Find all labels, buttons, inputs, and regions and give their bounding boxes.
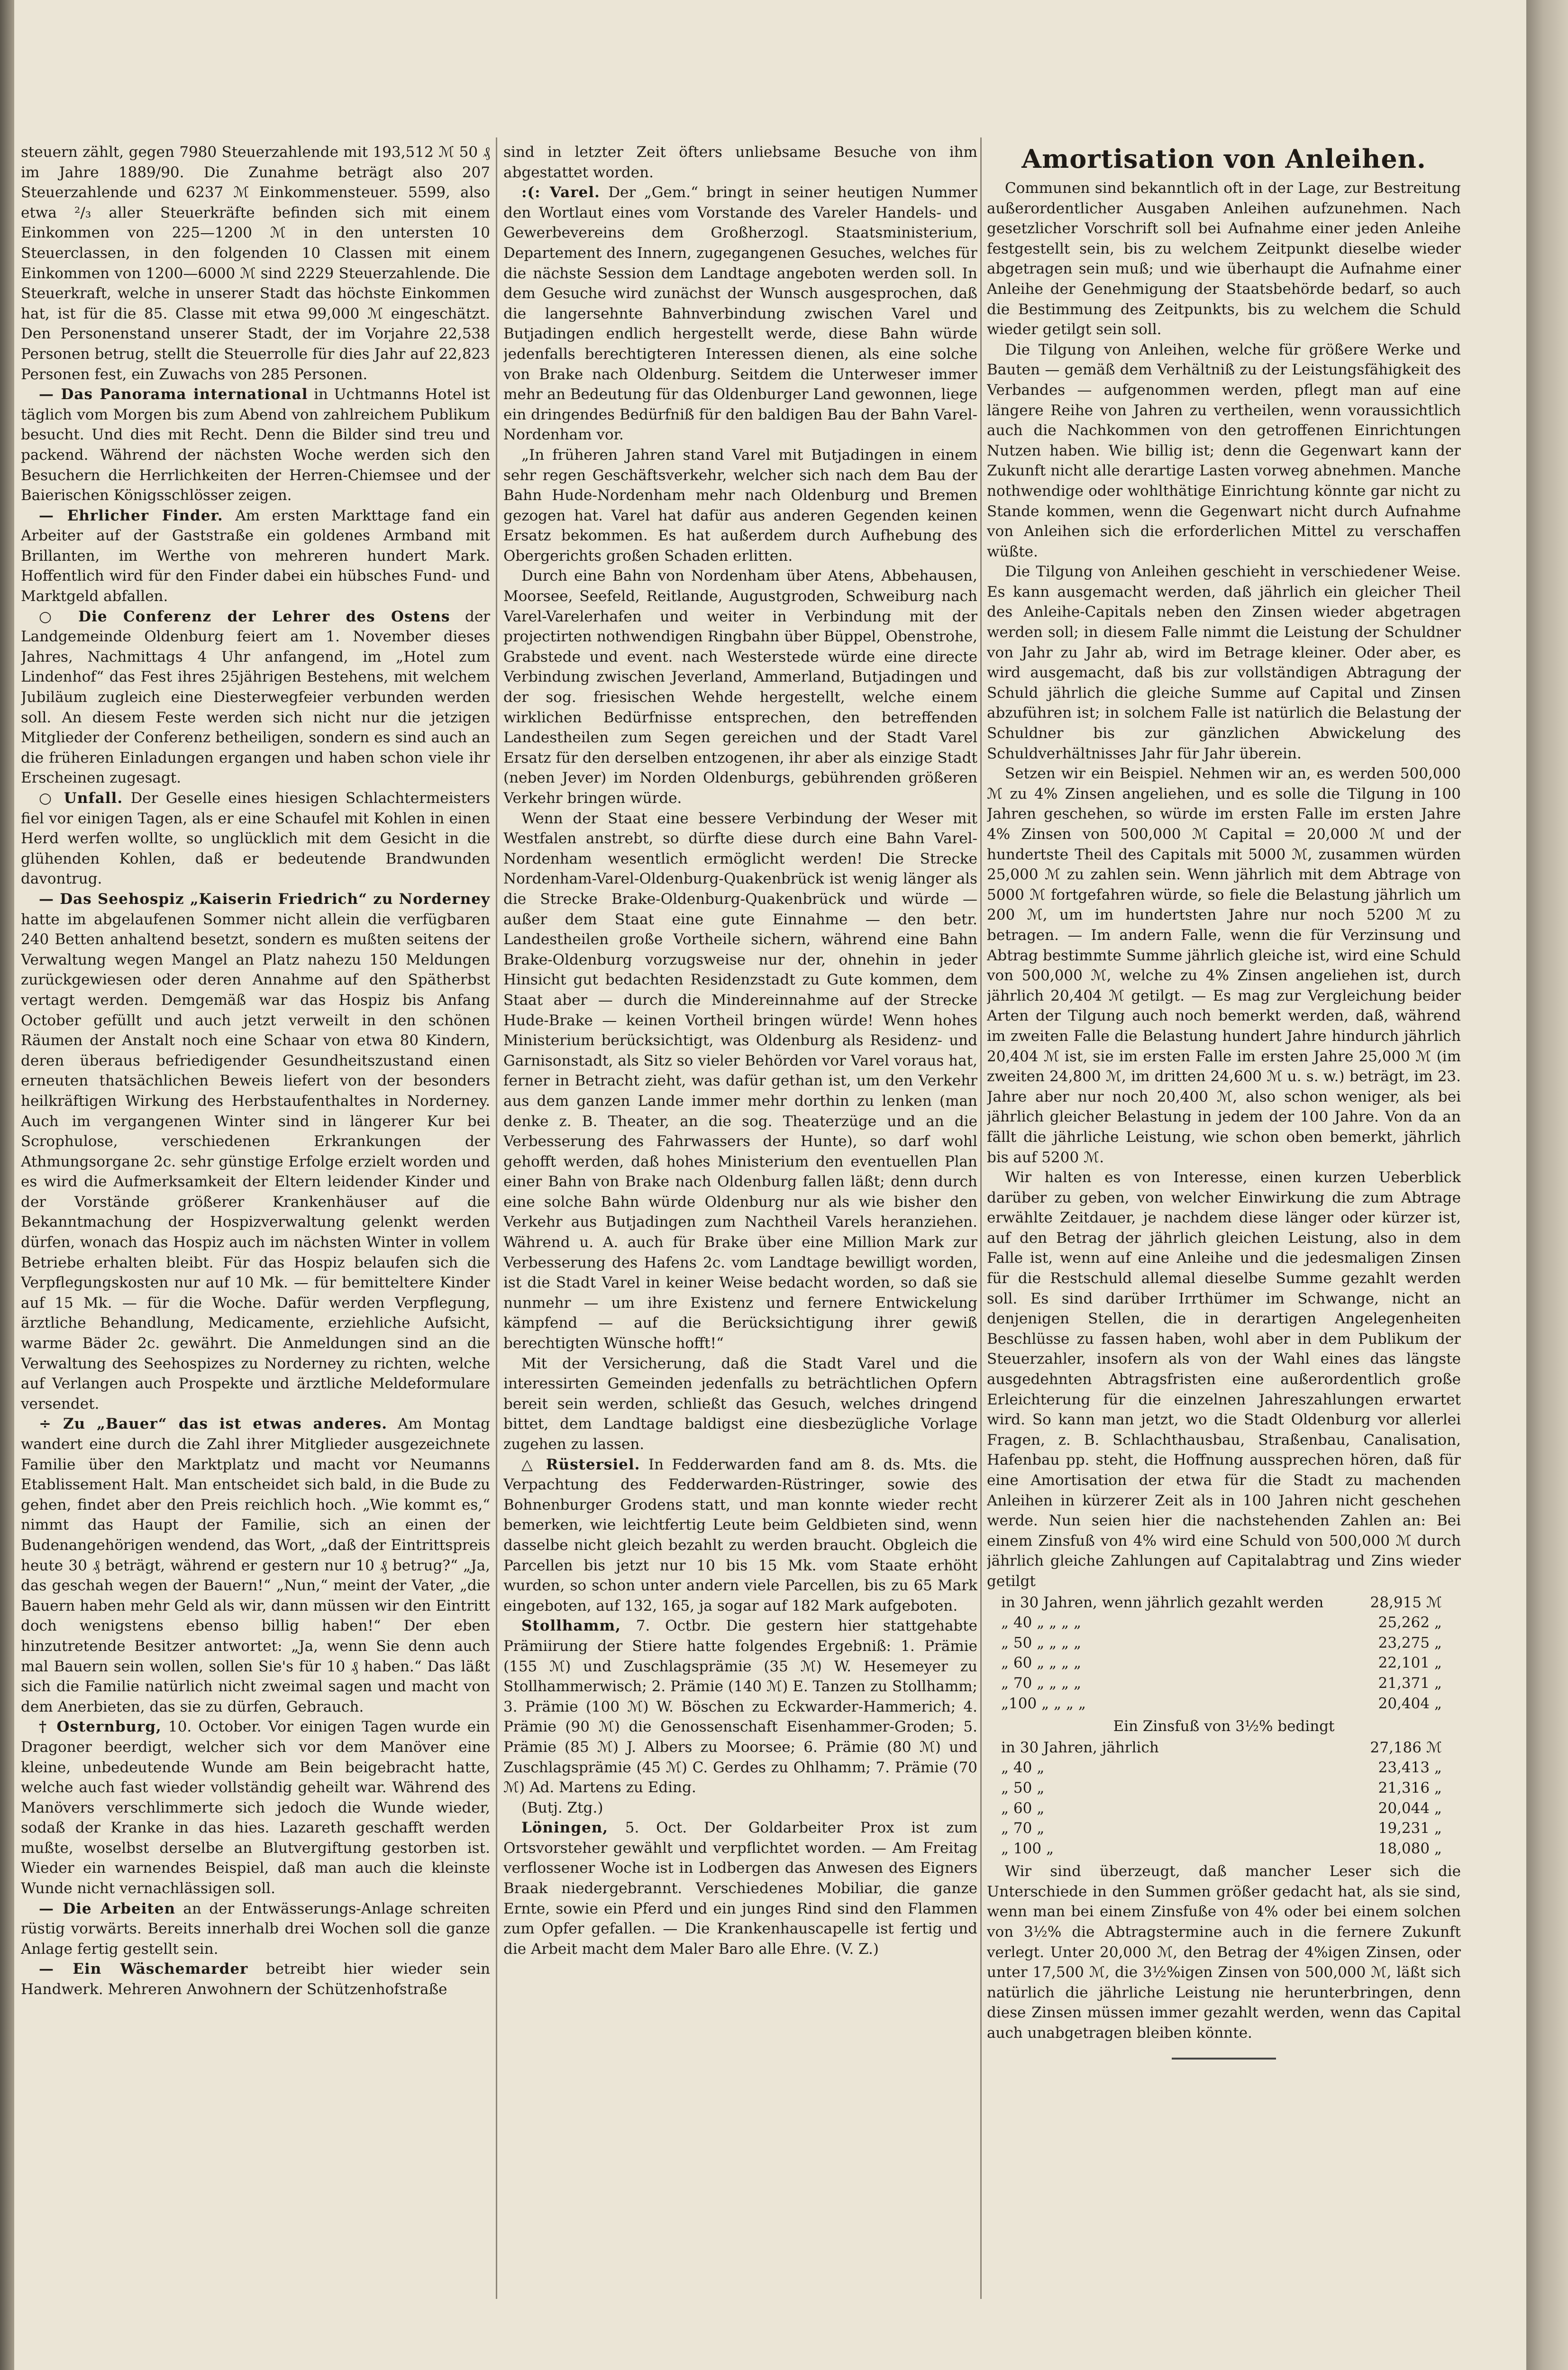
table-row-value: 23,413 „ [1378,1759,1442,1777]
news-item [21,1959,490,1999]
table-row-value: 20,044 „ [1378,1799,1442,1817]
news-item-body: Mit der Versicherung, daß die Stadt Varel und die interessirten Gemeinden jedenfalls zu beträchtlichen Opfern bereit sein werden, schließt das Gesuch, welches dringend bittet, dem Landtage baldigst eine diesbezügliche Vorlage zugehen zu lassen. [503,1355,977,1453]
table-row-label: „ 40 „ „ „ „ [1001,1614,1082,1632]
column-divider [496,137,497,2299]
table-row-value: 25,262 „ [1378,1614,1442,1632]
news-item-body: Wenn der Staat eine bessere Verbindung der Weser mit Westfalen anstrebt, so dürfte diese durch eine Bahn Varel-Nordenham wesentlich ermöglicht werden! Die Strecke Nordenham-Varel-Oldenburg-Quakenbrück ist wenig länger als die Strecke Brake-Oldenburg-Quakenbrück und würde — außer dem Staat eine gute Einnahme — den betr. Landestheilen große Vortheile sichern, während eine Bahn Brake-Oldenburg vorzugsweise nur der, ohnehin in jeder Hinsicht gut bedachten Residenzstadt zu Gute kommen, dem Staat aber — durch die Mindereinnahme auf der Strecke Hude-Brake — keinen Vortheil bringen würde! Wenn hohes Ministerium berücksichtigt, was Oldenburg als Residenz- und Garnisonstadt, als Sitz so vieler Behörden vor Varel voraus hat, ferner in Betracht zieht, was dafür gethan ist, um den Verkehr aus dem ganzen Lande immer mehr dorthin zu lenken (man denke z. B. Theater, an die sog. Theaterzüge und an die Verbesserung des Fahrwassers der Hunte), so darf wohl gehofft werden, daß hohes Ministerium den eventuellen Plan einer Bahn von Brake nach Oldenburg fallen läßt; denn durch eine solche Bahn würde Oldenburg nur als wie bisher den Verkehr aus Butjadingen zum Nachtheil Varels heranziehen. Während u. A. auch für Brake über eine Million Mark zur Verbesserung des Hafens 2c. vom Landtage bewilligt worden, ist die Stadt Varel in keiner Weise bedacht worden, so daß sie nunmehr — um ihre Existenz und fernere Entwickelung kämpfend — auf die Berücksichtigung ihrer gewiß berechtigten Wünsche hofft!“ [503,810,977,1352]
article-paragraph: Wir halten es von Interesse, einen kurzen Ueberblick darüber zu geben, von welcher Einwirkung die zum Abtrage erwählte Zeitdauer, je nachdem diese länger oder kürzer ist, auf den Betrag der jährlich gleichen Leistung, also in dem Falle ist, wenn auf eine Anleihe und die jedesmaligen Zinsen für die Restschuld allemal dieselbe Summe gezahlt werden soll. Es sind darüber Irrthümer im Schwange, nicht an denjenigen Stellen, die in derartigen Angelegenheiten Beschlüsse zu fassen haben, wohl aber in dem Publikum der Steuerzahler, insofern als von der Wahl eines das längste ausgedehnten Abtragsfristen eine außerordentlich große Erleichterung für die einzelnen Jahreszahlungen erwartet wird. So kann man jetzt, wo die Stadt Oldenburg vor allerlei Fragen, z. B. Schlachthausbau, Straßenbau, Canalisation, Hafenbau pp. steht, die Hoffnung aussprechen hören, daß für eine Amortisation der etwa für die Stadt zu machenden Anleihen in kürzerer Zeit als in 100 Jahren nicht geschehen werde. Nun seien hier die nachstehenden Zahlen an: Bei einem Zinsfuß von 4% wird eine Schuld von 500,000 ℳ durch jährlich gleiche Zahlungen auf Capitalabtrag und Zins wieder getilgt [987,1169,1461,1590]
news-item-body: Durch eine Bahn von Nordenham über Atens, Abbehausen, Moorsee, Seefeld, Reitlande, Augustgroden, Schweiburg nach Varel-Varelerhafen und weiter in Verbindung mit der projectirten nothwendigen Ringbahn über Büppel, Obenstrohe, Grabstede und event. nach Westerstede würde eine directe Verbindung zwischen Jeverland, Ammerland, Butjadingen und der sog. friesischen Wehde hergestellt, welche einem wirklichen Bedürfnisse entsprechen, den betreffenden Landestheilen zum Segen gereichen und der Stadt Varel Ersatz für den derselben entzogenen, ihr aber als einzige Stadt (neben Jever) im Norden Oldenburgs, gebührenden größeren Verkehr bringen würde. [503,567,977,807]
interest-table-4-percent [987,1593,1461,1714]
column-2 [503,142,977,1959]
news-item-body: 5. Oct. Der Goldarbeiter Prox ist zum Ortsvorsteher gewählt und verpflichtet worden. — Am Freitag verflossener Woche ist in Lodbergen das Anwesen des Eigners Braak niedergebrannt. Verschiedenes Mobiliar, die ganze Ernte, sowie ein Pferd und ein junges Rind sind den Flammen zum Opfer gefallen. — Die Krankenhauscapelle ist fertig und die Arbeit macht dem Maler Baro alle Ehre. (V. Z.) [503,1819,977,1958]
news-item [503,809,977,1354]
news-item [21,384,490,506]
news-item-body: „In früheren Jahren stand Varel mit Butjadingen in einem sehr regen Geschäftsverkehr, welcher sich nach dem Bau der Bahn Hude-Nordenham mehr nach Oldenburg und Bremen gezogen hat. Varel hat dafür aus anderen Gegenden keinen Ersatz bekommen. Es hat außerdem durch Aufhebung des Obergerichts großen Schaden erlitten. [503,446,977,565]
table-row-value: 21,316 „ [1378,1779,1442,1796]
news-item [21,889,490,1414]
table-row-label: „ 50 „ [1001,1779,1045,1796]
news-item-headline: :(: Varel. [521,184,600,201]
article-paragraph: Die Tilgung von Anleihen geschieht in verschiedener Weise. Es kann ausgemacht werden, daß jährlich ein gleicher Theil des Anleihe-Capitals neben den Zinsen wieder abgetragen werden soll; in diesem Falle nimmt die Leistung der Schuldner von Jahr zu Jahr ab, wird im Betrage kleiner. Oder aber, es wird ausgemacht, daß bis zur vollständigen Abtragung der Schuld jährlich die gleiche Summe auf Capital und Zinsen abzuführen ist; in solchem Falle ist natürlich die Belastung der Schuldner bis zur gänzlichen Abwickelung des Schuldverhältnisses Jahr für Jahr überein. [987,563,1461,762]
news-item-headline: ○ Die Conferenz der Lehrer des Ostens [39,608,450,625]
news-item-body: Der „Gem.“ bringt in seiner heutigen Nummer den Wortlaut eines vom Vorstande des Vareler Handels- und Gewerbevereins dem Großherzogl. Staatsministerium, Departement des Innern, zugegangenen Gesuches, welches für die nächste Session dem Landtage angeboten werden soll. In dem Gesuche wird zunächst der Wunsch ausgesprochen, daß die langersehnte Bahnverbindung zwischen Varel und Butjadingen endlich hergestellt werde, diese Bahn würde jedenfalls berechtigteren Interessen dienen, als eine solche von Brake nach Oldenburg. Seitdem die Unterweser immer mehr an Bedeutung für das Oldenburger Land gewonnen, liege ein dringendes Bedürfniß für den baldigen Bau der Bahn Varel-Nordenham vor. [503,184,977,444]
table-row [987,1798,1461,1819]
column-2-intro: sind in letzter Zeit öfters unliebsame Besuche von ihm abgestattet worden. [503,144,977,181]
news-item [503,1616,977,1797]
news-item-headline: — Ein Wäschemarder [39,1960,248,1978]
column-1-intro: steuern zählt, gegen 7980 Steuerzahlende mit 193,512 ℳ 50 ₰ im Jahre 1889/90. Die Zunahme beträgt also 207 Steuerzahlende und 6237 ℳ Einkommensteuer. 5599, also etwa ²/₃ aller Steuerkräfte befinden sich mit einem Einkommen von 225—1200 ℳ in den untersten 10 Steuerclassen, in den folgenden 10 Classen mit einem Einkommen von 1200—6000 ℳ sind 2229 Steuerzahlende. Die Steuerkraft, welche in unserer Stadt das höchste Einkommen hat, ist für die 85. Classe mit etwa 99,000 ℳ eingeschätzt. Den Personenstand unserer Stadt, der im Vorjahre 22,538 Personen betrug, stellt die Steuerrolle für dies Jahr auf 22,823 Personen fest, ein Zuwachs von 285 Personen. [21,144,490,383]
table-row-value: 19,231 „ [1378,1820,1442,1837]
interest-table-3-5-percent [987,1738,1461,1859]
news-item-headline: △ Rüstersiel. [521,1456,640,1473]
table-row-value: 18,080 „ [1378,1840,1442,1857]
column-2-articles [503,182,977,1959]
table-row [987,1613,1461,1633]
news-item-body: (Butj. Ztg.) [521,1799,603,1816]
table-row-value: 22,101 „ [1378,1654,1442,1672]
news-item-body: an der Entwässerungs-Anlage schreiten rüstig vorwärts. Bereits innerhalb drei Wochen soll die ganze Anlage fertig gestellt sein. [21,1900,490,1958]
binding-gutter [0,0,14,2370]
news-item-headline: — Ehrlicher Finder. [39,507,223,524]
article-title: Amortisation von Anleihen. [1021,144,1426,174]
news-item [503,1818,977,1959]
closing-paragraph: Wir sind überzeugt, daß mancher Leser sich die Unterschiede in den Summen größer gedacht hat, als sie sind, wenn man bei einem Zinsfuße von 4% oder bei einem solchen von 3½% die Abtragstermine auch in die fernere Zukunft verlegt. Unter 20,000 ℳ, den Betrag der 4%igen Zinsen, oder unter 17,500 ℳ, die 3½%igen Zinsen von 500,000 ℳ, läßt sich natürlich die jährliche Leistung nie herunterbringen, denn diese Zinsen müssen immer gezahlt werden, wenn das Capital auch unabgetragen bleiben könnte. [987,1863,1461,2042]
table-row [987,1778,1461,1798]
table-row [987,1633,1461,1653]
news-item-body: Am ersten Markttage fand ein Arbeiter auf der Gaststraße ein goldenes Armband mit Brillanten, im Werthe von mehreren hundert Mark. Hoffentlich wird für den Finder dabei ein hübsches Fund- und Marktgeld abfallen. [21,507,490,605]
column-3 [987,142,1461,2060]
news-item [21,1414,490,1717]
table-row-value: 27,186 ℳ [1370,1739,1442,1756]
news-item-body: Am Montag wandert eine durch die Zahl ihrer Mitglieder ausgezeichnete Familie über den Marktplatz und macht vor Neumanns Etablissement Halt. Man entscheidet sich bald, in die Bude zu gehen, findet aber den Preis reichlich hoch. „Wie kommt es,“ nimmt das Haupt der Familie, sich an einen der Budenangehörigen wendend, das Wort, „daß der Eintrittspreis heute 30 ₰ beträgt, während er gestern nur 10 ₰ betrug?“ „Ja, das geschah wegen der Bauern!“ „Nun,“ meint der Vater, „die Bauern haben mehr Geld als wir, dann müssen wir den Eintritt doch wenigstens ebenso billig haben!“ Der eben hinzutretende Besitzer antwortet: „Ja, wenn Sie denn auch mal Bauern sein wollen, sollen Sie's für 10 ₰ haben.“ Das läßt sich die Familie natürlich nicht zweimal sagen und macht von dem Anerbieten, das sie zu dürfen, Gebrauch. [21,1415,490,1715]
table-row [987,1738,1461,1758]
news-item [21,788,490,889]
table-row-label: „ 60 „ „ „ „ [1001,1654,1082,1672]
end-rule [1172,2058,1276,2060]
table-row [987,1653,1461,1673]
news-item-headline: † Osternburg, [39,1718,162,1736]
news-item-headline: Löningen, [521,1819,609,1837]
news-item [21,1899,490,1960]
news-item-body: 7. Octbr. Die gestern hier stattgehabte Prämiirung der Stiere hatte folgendes Ergebniß: 1. Prämie (155 ℳ) und Zuschlagsprämie (35 ℳ) W. Hesemeyer zu Stollhammerwisch; 2. Prämie (140 ℳ) E. Tanzen zu Stollhamm; 3. Prämie (100 ℳ) W. Böschen zu Eckwarder-Hammerich; 4. Prämie (90 ℳ) die Genossenschaft Eisenhammer-Groden; 5. Prämie (85 ℳ) J. Albers zu Moorsee; 6. Prämie (80 ℳ) und Zuschlagsprämie (45 ℳ) C. Gerdes zu Ohlhamm; 7. Prämie (70 ℳ) Ad. Martens zu Eding. [503,1617,977,1796]
news-item-body: hatte im abgelaufenen Sommer nicht allein die verfügbaren 240 Betten anhaltend besetzt, sondern es mußten seitens der Verwaltung wegen Mangel an Platz nahezu 150 Meldungen zurückgewiesen oder deren Annahme auf den Spätherbst vertagt werden. Demgemäß war das Hospiz bis Anfang October gefüllt und auch jetzt verweilt in den schönen Räumen der Anstalt noch eine Schaar von etwa 80 Kindern, deren überaus befriedigender Gesundheitszustand einen erneuten thatsächlichen Beweis liefert von der besonders heilkräftigen Wirkung des Herbstaufenthaltes in Norderney. Auch im vergangenen Winter sind in längerer Kur bei Scrophulose, verschiedenen Erkrankungen der Athmungsorgane 2c. sehr günstige Erfolge erzielt worden und es wird die Aufmerksamkeit der Eltern leidender Kinder und der Vorstände größerer Krankenhäuser auf die Bekanntmachung der Hospizverwaltung gelenkt werden dürfen, wonach das Hospiz auch im nächsten Winter in vollem Betriebe erhalten bleibt. Für das Hospiz belaufen sich die Verpflegungskosten nur auf 10 Mk. — für bemitteltere Kinder auf 15 Mk. — für die Woche. Dafür werden Verpflegung, ärztliche Behandlung, Medicamente, erziehliche Aufsicht, warme Bäder 2c. gewährt. Die Anmeldungen sind an die Verwaltung des Seehospizes zu Norderney zu richten, welche auf Verlangen auch Prospekte und ärztliche Meldeformulare versendet. [21,911,490,1413]
news-item [503,1455,977,1616]
news-item [503,1798,977,1818]
news-item [503,566,977,808]
news-item-body: In Fedderwarden fand am 8. ds. Mts. die Verpachtung des Fedderwarden-Rüstringer, sowie des Bohnenburger Grodens statt, und man konnte wieder recht bemerken, wie leichtfertig Leute beim Geldbieten sind, wenn dasselbe nicht gleich bezahlt zu werden braucht. Obgleich die Parcellen bis jetzt nur 10 bis 15 Mk. vom Staate erhöht wurden, so schon unter andern viele Parcellen, bis zu 65 Mark eingeboten, auf 132, 165, ja sogar auf 182 Mark aufgeboten. [503,1456,977,1614]
news-item-headline: — Das Panorama international [39,386,308,403]
table-row [987,1673,1461,1694]
table-row [987,1758,1461,1778]
table-row-value: 20,404 „ [1378,1695,1442,1712]
article-paragraph: Setzen wir ein Beispiel. Nehmen wir an, es werden 500,000 ℳ zu 4% Zinsen angeliehen, und es solle die Tilgung in 100 Jahren geschehen, so würde im ersten Falle im ersten Jahre 4% Zinsen von 500,000 ℳ Capital = 20,000 ℳ und der hundertste Theil des Capitals mit 5000 ℳ, zusammen würden 25,000 ℳ zu zahlen sein. Wenn jährlich mit dem Abtrage von 5000 ℳ fortgefahren würde, so fiele die Belastung jährlich um 200 ℳ, um im hundertsten Jahre nur noch 5200 ℳ zu betragen. — Im andern Falle, wenn die für Verzinsung und Abtrag bestimmte Summe jährlich gleiche ist, wird eine Schuld von 500,000 ℳ, welche zu 4% Zinsen angeliehen ist, durch jährlich 20,404 ℳ getilgt. — Es mag zur Vergleichung beider Arten der Tilgung auch noch bemerkt werden, daß, während im zweiten Falle die Belastung hundert Jahre hindurch jährlich 20,404 ℳ ist, sie im ersten Falle im ersten Jahre 25,000 ℳ (im zweiten 24,800 ℳ, im dritten 24,600 ℳ u. s. w.) beträgt, im 23. Jahre aber nur noch 20,400 ℳ, also schon weniger, als bei jährlich gleicher Belastung in jedem der 100 Jahre. Von da an fällt die jährliche Leistung, wie schon oben bemerkt, jährlich bis auf 5200 ℳ. [987,765,1461,1166]
news-item-headline: ÷ Zu „Bauer“ das ist etwas anderes. [39,1415,387,1433]
table-row-label: in 30 Jahren, wenn jährlich gezahlt werden [1001,1594,1324,1611]
news-item [21,506,490,607]
news-item [21,1717,490,1898]
news-item [21,607,490,788]
table-row-label: „ 50 „ „ „ „ [1001,1634,1082,1651]
table-row [987,1694,1461,1714]
news-item [503,1354,977,1455]
table-row-label: „ 70 „ [1001,1820,1045,1837]
table-row-label: „ 40 „ [1001,1759,1045,1777]
column-1-articles [21,384,490,2000]
news-item [503,445,977,566]
table-row-value: 28,915 ℳ [1370,1594,1442,1611]
news-item-body: der Landgemeinde Oldenburg feiert am 1. November dieses Jahres, Nachmittags 4 Uhr anfangend, im „Hotel zum Lindenhof“ das Fest ihres 25jährigen Bestehens, mit welchem Jubiläum zugleich eine Diesterwegfeier verbunden werden soll. An diesem Feste werden sich nicht nur die jetzigen Mitglieder der Conferenz betheiligen, sondern es sind auch an die früheren Einladungen ergangen und haben schon viele ihr Erscheinen zugesagt. [21,608,490,787]
table-row [987,1818,1461,1839]
article-paragraph: Communen sind bekanntlich oft in der Lage, zur Bestreitung außerordentlicher Ausgaben Anleihen aufzunehmen. Nach gesetzlicher Vorschrift soll bei Aufnahme einer jeden Anleihe festgestellt sein, bis zu welchem Zeitpunkt dieselbe wieder abgetragen sein muß; und wie überhaupt die Aufnahme einer Anleihe der Genehmigung der Staatsbehörde bedarf, so auch die Bestimmung des Zeitpunkts, bis zu welchem die Schuld wieder getilgt sein soll. [987,180,1461,338]
column-divider [980,137,982,2299]
table-row-value: 21,371 „ [1378,1674,1442,1692]
table-row-label: „100 „ „ „ „ [1001,1695,1086,1712]
news-item [503,182,977,445]
table-row-label: „ 60 „ [1001,1799,1045,1817]
news-item-body: in Uchtmanns Hotel ist täglich vom Morgen bis zum Abend von zahlreichem Publikum besucht. Und dies mit Recht. Denn die Bilder sind treu und packend. Während der nächsten Woche werden sich den Besuchern die Herrlichkeiten der Herren-Chiemsee und der Baierischen Königsschlösser zeigen. [21,386,490,504]
table-row-label: „ 100 „ [1001,1840,1054,1857]
news-item-body: betreibt hier wieder sein Handwerk. Mehreren Anwohnern der Schützenhofstraße [21,1960,490,1998]
table-row [987,1839,1461,1859]
table-row-label: in 30 Jahren, jährlich [1001,1739,1159,1756]
news-item-headline: — Die Arbeiten [39,1900,176,1917]
article-body [987,178,1461,1592]
table-2-intro: Ein Zinsfuß von 3½% bedingt [1113,1718,1335,1735]
column-1 [21,142,490,2000]
table-row-label: „ 70 „ „ „ „ [1001,1674,1082,1692]
scan-edge [1526,0,1568,2370]
news-item-headline: Stollhamm, [521,1617,621,1635]
news-item-body: 10. October. Vor einigen Tagen wurde ein Dragoner beerdigt, welcher sich vor dem Manöver eine kleine, unbedeutende Wunde am Bein beigebracht hatte, welche auch fast wieder vollständig geheilt war. Während des Manövers verschlimmerte sich jedoch die Wunde wieder, sodaß der Kranke in das hies. Lazareth geschafft werden mußte, woselbst derselbe an Blutvergiftung gestorben ist. Wieder ein warnendes Beispiel, daß man auch die kleinste Wunde nicht vernachlässigen soll. [21,1718,490,1897]
table-row [987,1593,1461,1613]
news-item-headline: — Das Seehospiz „Kaiserin Friedrich“ zu Norderney [39,890,490,908]
article-paragraph: Die Tilgung von Anleihen, welche für größere Werke und Bauten — gemäß dem Verhältniß zu der Leistungsfähigkeit des Verbandes — aufgenommen werden, pflegt man auf eine längere Reihe von Jahren zu vertheilen, wenn voraussichtlich auch die Nachkommen von den getroffenen Einrichtungen Nutzen haben. Wie billig ist; denn die Gegenwart kann der Zukunft nicht alle derartige Lasten vorweg abnehmen. Manche nothwendige oder wohlthätige Einrichtung könnte gar nicht zu Stande kommen, wenn die Gegenwart nicht durch Aufnahme von Anleihen sich die erforderlichen Mittel zu verschaffen wüßte. [987,341,1461,560]
table-row-value: 23,275 „ [1378,1634,1442,1651]
news-item-headline: ○ Unfall. [39,790,123,807]
news-item-body: Der Geselle eines hiesigen Schlachtermeisters fiel vor einigen Tagen, als er eine Schaufel mit Kohlen in einen Herd werfen wollte, so unglücklich mit dem Gesicht in die glühenden Kohlen, daß er bedeutende Brandwunden davontrug. [21,790,490,888]
